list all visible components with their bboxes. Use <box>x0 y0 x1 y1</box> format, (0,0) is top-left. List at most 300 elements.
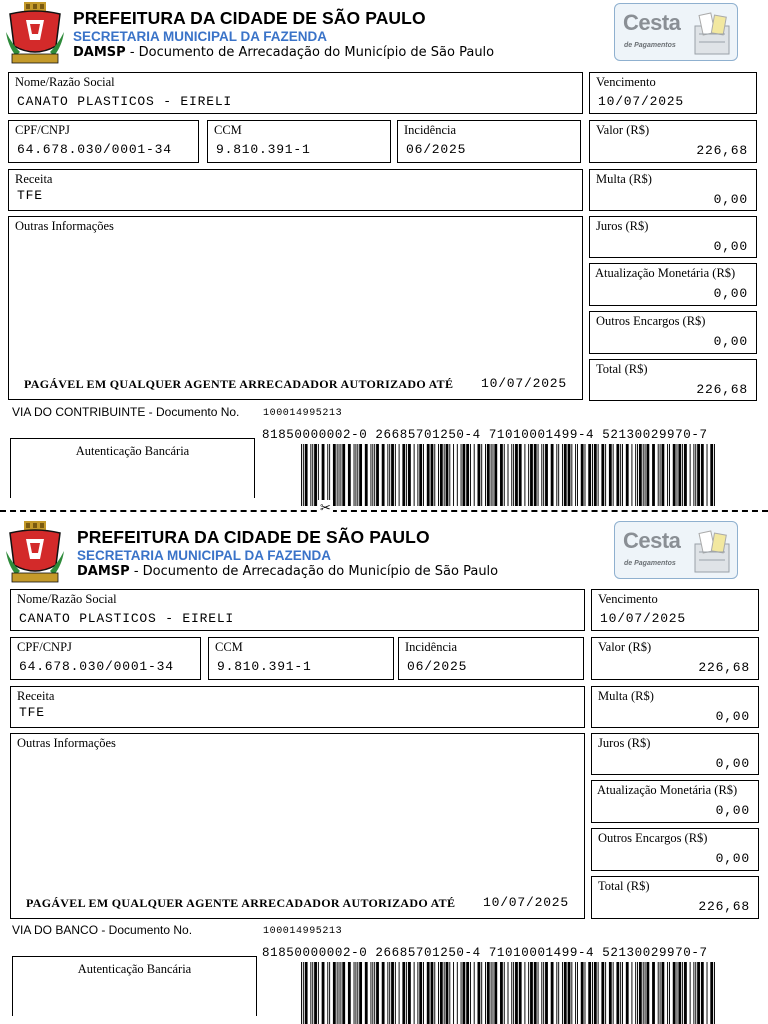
barcode-bar <box>303 962 304 1024</box>
via-label: VIA DO BANCO - Documento No. <box>12 923 193 937</box>
barcode-bar <box>639 962 642 1024</box>
barcode-bar <box>387 444 388 506</box>
barcode-bar <box>695 962 696 1024</box>
barcode-bar <box>645 962 646 1024</box>
barcode-bar <box>538 444 539 506</box>
barcode-bar <box>417 962 418 1024</box>
barcode-bar <box>500 962 503 1024</box>
barcode-bar <box>592 444 593 506</box>
total-field: Total (R$) 226,68 <box>591 876 759 919</box>
barcode-bar <box>374 444 375 506</box>
juros-field: Juros (R$) 0,00 <box>591 733 759 775</box>
barcode-bar <box>399 962 400 1024</box>
barcode-bar <box>538 962 539 1024</box>
barcode-bar <box>340 962 341 1024</box>
barcode-bar <box>635 444 636 506</box>
valor-field: Valor (R$) 226,68 <box>589 120 757 163</box>
barcode-bar <box>626 444 629 506</box>
receita-field: Receita TFE <box>8 169 583 211</box>
multa-field: Multa (R$) 0,00 <box>591 686 759 728</box>
barcode-bar <box>605 962 606 1024</box>
barcode-bar <box>693 962 694 1024</box>
barcode-bar <box>577 962 578 1024</box>
pagavel-date: 10/07/2025 <box>481 376 568 391</box>
barcode-bar <box>519 962 522 1024</box>
barcode-bar <box>477 444 480 506</box>
barcode-bar <box>605 444 606 506</box>
barcode-bar <box>508 962 509 1024</box>
barcode-bar <box>395 444 396 506</box>
ccm-field: CCM 9.810.391-1 <box>208 637 394 680</box>
incidencia-field: Incidência 06/2025 <box>397 120 581 163</box>
barcode-bar <box>391 444 394 506</box>
barcode-bar <box>598 444 599 506</box>
barcode-bar <box>301 962 302 1024</box>
outras-informacoes-field: Outras Informações PAGÁVEL EM QUALQUER AGENTE ARRECADADOR AUTORIZADO ATÉ 10/07/2025 <box>10 733 585 919</box>
barcode-bar <box>690 962 691 1024</box>
barcode-bar <box>684 444 687 506</box>
barcode-bar <box>534 444 537 506</box>
shopping-basket-icon <box>691 12 733 56</box>
barcode-bar <box>568 444 571 506</box>
barcode-bar <box>449 962 450 1024</box>
barcode-bar <box>305 962 308 1024</box>
barcode-bar <box>515 962 518 1024</box>
barcode-bar <box>594 444 597 506</box>
barcode-bar <box>519 444 522 506</box>
barcode-bar <box>457 962 458 1024</box>
barcode-bar <box>652 444 655 506</box>
barcode-bar <box>616 962 619 1024</box>
barcode-bar <box>423 444 424 506</box>
via-label: VIA DO CONTRIBUINTE - Documento No. <box>12 405 240 419</box>
barcode-bar <box>677 962 678 1024</box>
barcode-bar <box>434 444 435 506</box>
barcode-bar <box>318 444 319 506</box>
barcode-bar <box>690 444 691 506</box>
barcode-bar <box>446 962 449 1024</box>
barcode-bar <box>419 962 422 1024</box>
cpf-field: CPF/CNPJ 64.678.030/0001-34 <box>10 637 201 680</box>
barcode-bar <box>402 962 405 1024</box>
barcode-bar <box>414 962 415 1024</box>
autenticacao-bancaria-box: Autenticação Bancária <box>10 438 255 498</box>
atualizacao-monetaria-field: Atualização Monetária (R$) 0,00 <box>589 263 757 306</box>
barcode-bar <box>318 962 319 1024</box>
barcode-bar <box>530 962 533 1024</box>
barcode-bar <box>391 962 394 1024</box>
barcode-bar <box>678 962 681 1024</box>
barcode <box>301 962 715 1024</box>
barcode-bar <box>682 962 683 1024</box>
barcode-bar <box>359 962 362 1024</box>
barcode-bar <box>620 444 621 506</box>
coat-of-arms-icon <box>6 2 64 64</box>
page-title: PREFEITURA DA CIDADE DE SÃO PAULO <box>77 527 430 547</box>
barcode-bar <box>609 962 612 1024</box>
barcode-bar <box>543 962 544 1024</box>
barcode-bar <box>581 444 584 506</box>
barcode-bar <box>387 962 388 1024</box>
barcode-bar <box>613 962 614 1024</box>
barcode-bar <box>493 962 494 1024</box>
barcode-bar <box>707 962 708 1024</box>
barcode-bar <box>461 444 462 506</box>
barcode-bar <box>631 444 632 506</box>
barcode-bar <box>312 962 313 1024</box>
barcode-bar <box>585 444 586 506</box>
barcode-bar <box>645 444 646 506</box>
barcode-bar <box>556 962 557 1024</box>
outros-encargos-field: Outros Encargos (R$) 0,00 <box>589 311 757 354</box>
barcode-bar <box>327 444 328 506</box>
barcode <box>301 444 715 506</box>
barcode-bar <box>543 444 544 506</box>
barcode-bar <box>658 444 659 506</box>
barcode-bar <box>508 444 509 506</box>
barcode-bar <box>354 962 355 1024</box>
barcode-bar <box>658 962 659 1024</box>
barcode-bar <box>457 444 458 506</box>
barcode-bar <box>402 444 405 506</box>
barcode-bar <box>427 444 430 506</box>
barcode-bar <box>635 962 636 1024</box>
barcode-bar <box>511 962 512 1024</box>
barcode-bar <box>485 444 486 506</box>
pagavel-date: 10/07/2025 <box>483 895 570 910</box>
slip-via-banco <box>0 517 768 1024</box>
barcode-bar <box>365 444 368 506</box>
barcode-bar <box>370 444 371 506</box>
linha-digitavel: 81850000002-0 26685701250-4 71010001499-4 52130029970-7 <box>262 428 708 442</box>
barcode-bar <box>414 444 415 506</box>
barcode-bar <box>382 444 385 506</box>
barcode-bar <box>564 444 567 506</box>
barcode-bar <box>449 444 450 506</box>
barcode-bar <box>652 962 655 1024</box>
barcode-bar <box>333 962 336 1024</box>
barcode-bar <box>551 444 554 506</box>
barcode-bar <box>408 962 411 1024</box>
barcode-bar <box>571 962 572 1024</box>
barcode-bar <box>340 444 341 506</box>
barcode-bar <box>477 962 480 1024</box>
barcode-bar <box>462 962 465 1024</box>
barcode-bar <box>322 962 325 1024</box>
slip-via-contribuinte <box>0 0 768 510</box>
barcode-bar <box>588 444 591 506</box>
barcode-bar <box>312 444 313 506</box>
barcode-bar <box>643 444 644 506</box>
barcode-bar <box>365 962 368 1024</box>
barcode-bar <box>541 444 542 506</box>
barcode-bar <box>481 444 482 506</box>
barcode-bar <box>661 444 664 506</box>
barcode-bar <box>348 962 351 1024</box>
barcode-bar <box>314 444 317 506</box>
barcode-bar <box>551 962 554 1024</box>
barcode-bar <box>588 962 591 1024</box>
barcode-bar <box>513 962 514 1024</box>
barcode-bar <box>348 444 351 506</box>
barcode-bar <box>667 444 668 506</box>
document-number: 100014995213 <box>263 408 343 419</box>
barcode-bar <box>504 962 505 1024</box>
barcode-bar <box>568 962 571 1024</box>
total-field: Total (R$) 226,68 <box>589 359 757 401</box>
barcode-bar <box>622 962 623 1024</box>
barcode-bar <box>577 444 578 506</box>
barcode-bar <box>470 444 471 506</box>
barcode-bar <box>639 444 642 506</box>
barcode-bar <box>462 444 465 506</box>
barcode-bar <box>440 962 443 1024</box>
page-title: PREFEITURA DA CIDADE DE SÃO PAULO <box>73 8 426 28</box>
barcode-bar <box>701 962 704 1024</box>
juros-field: Juros (R$) 0,00 <box>589 216 757 258</box>
barcode-bar <box>374 962 375 1024</box>
barcode-bar <box>434 962 435 1024</box>
barcode-bar <box>594 962 597 1024</box>
barcode-bar <box>575 962 576 1024</box>
coat-of-arms-icon <box>6 521 64 583</box>
cesta-de-pagamentos-logo: Cesta de Pagamentos <box>614 521 738 579</box>
barcode-bar <box>354 444 355 506</box>
barcode-bar <box>322 444 325 506</box>
barcode-bar <box>372 962 373 1024</box>
barcode-bar <box>558 962 559 1024</box>
barcode-bar <box>310 444 311 506</box>
barcode-bar <box>337 444 338 506</box>
barcode-bar <box>485 962 486 1024</box>
vencimento-field: Vencimento 10/07/2025 <box>591 589 759 631</box>
barcode-bar <box>438 444 439 506</box>
barcode-bar <box>357 962 358 1024</box>
barcode-bar <box>678 444 681 506</box>
barcode-bar <box>622 444 623 506</box>
barcode-bar <box>637 444 638 506</box>
barcode-bar <box>461 962 462 1024</box>
barcode-bar <box>585 962 586 1024</box>
autenticacao-bancaria-box: Autenticação Bancária <box>12 956 257 1016</box>
barcode-bar <box>406 444 407 506</box>
barcode-bar <box>661 962 664 1024</box>
barcode-bar <box>453 444 454 506</box>
barcode-bar <box>494 962 497 1024</box>
document-description: DAMSP - Documento de Arrecadação do Município de São Paulo <box>77 564 499 579</box>
barcode-bar <box>301 444 302 506</box>
barcode-bar <box>524 962 525 1024</box>
barcode-bar <box>710 444 713 506</box>
barcode-bar <box>481 962 482 1024</box>
barcode-bar <box>528 444 529 506</box>
barcode-bar <box>660 444 661 506</box>
barcode-bar <box>370 962 371 1024</box>
barcode-bar <box>601 444 604 506</box>
nome-field: Nome/Razão Social CANATO PLASTICOS - EIRELI <box>10 589 585 631</box>
barcode-bar <box>669 962 670 1024</box>
secretaria-subtitle: SECRETARIA MUNICIPAL DA FAZENDA <box>77 548 332 563</box>
ccm-field: CCM 9.810.391-1 <box>207 120 391 163</box>
outros-encargos-field: Outros Encargos (R$) 0,00 <box>591 828 759 871</box>
barcode-bar <box>310 962 311 1024</box>
barcode-bar <box>701 444 704 506</box>
barcode-bar <box>337 962 338 1024</box>
barcode-bar <box>399 444 400 506</box>
barcode-bar <box>571 444 572 506</box>
barcode-bar <box>500 444 503 506</box>
barcode-bar <box>562 444 563 506</box>
barcode-bar <box>562 962 563 1024</box>
cesta-de-pagamentos-logo: Cesta de Pagamentos <box>614 3 738 61</box>
barcode-bar <box>598 962 599 1024</box>
barcode-bar <box>487 444 490 506</box>
barcode-bar <box>613 444 614 506</box>
barcode-bar <box>395 962 396 1024</box>
cut-line <box>0 510 768 512</box>
barcode-bar <box>470 962 471 1024</box>
barcode-bar <box>601 962 604 1024</box>
barcode-bar <box>609 444 612 506</box>
barcode-bar <box>444 962 445 1024</box>
scissors-icon: ✂ <box>320 500 331 515</box>
barcode-bar <box>710 962 713 1024</box>
barcode-bar <box>534 962 537 1024</box>
barcode-bar <box>466 962 469 1024</box>
barcode-bar <box>669 444 670 506</box>
barcode-bar <box>637 962 638 1024</box>
barcode-bar <box>528 962 529 1024</box>
barcode-bar <box>673 444 676 506</box>
barcode-bar <box>494 444 497 506</box>
barcode-bar <box>684 962 687 1024</box>
barcode-bar <box>643 962 644 1024</box>
barcode-bar <box>714 444 715 506</box>
barcode-bar <box>697 962 700 1024</box>
barcode-bar <box>376 444 379 506</box>
barcode-bar <box>376 962 379 1024</box>
nome-field: Nome/Razão Social CANATO PLASTICOS - EIRELI <box>8 72 583 114</box>
barcode-bar <box>327 962 328 1024</box>
barcode-bar <box>491 962 492 1024</box>
shopping-basket-icon <box>691 530 733 574</box>
barcode-bar <box>446 444 449 506</box>
barcode-bar <box>564 962 567 1024</box>
barcode-bar <box>660 962 661 1024</box>
document-number: 100014995213 <box>263 926 343 937</box>
barcode-bar <box>339 962 340 1024</box>
outras-informacoes-field: Outras Informações PAGÁVEL EM QUALQUER AGENTE ARRECADADOR AUTORIZADO ATÉ 10/07/2025 <box>8 216 583 400</box>
pagavel-notice: PAGÁVEL EM QUALQUER AGENTE ARRECADADOR AUTORIZADO ATÉ <box>26 896 456 910</box>
barcode-bar <box>545 962 548 1024</box>
barcode-bar <box>697 444 700 506</box>
barcode-bar <box>423 962 424 1024</box>
secretaria-subtitle: SECRETARIA MUNICIPAL DA FAZENDA <box>73 29 328 44</box>
barcode-bar <box>556 444 557 506</box>
barcode-bar <box>389 962 390 1024</box>
barcode-bar <box>695 444 696 506</box>
barcode-bar <box>406 962 407 1024</box>
barcode-bar <box>581 962 584 1024</box>
barcode-bar <box>493 444 494 506</box>
barcode-bar <box>511 444 512 506</box>
barcode-bar <box>631 962 632 1024</box>
barcode-bar <box>431 444 434 506</box>
barcode-bar <box>329 962 330 1024</box>
barcode-bar <box>646 444 649 506</box>
barcode-bar <box>682 444 683 506</box>
barcode-bar <box>515 444 518 506</box>
barcode-bar <box>314 962 317 1024</box>
barcode-bar <box>474 444 475 506</box>
barcode-bar <box>714 962 715 1024</box>
barcode-bar <box>305 444 308 506</box>
barcode-bar <box>419 444 422 506</box>
barcode-bar <box>466 444 469 506</box>
barcode-bar <box>524 444 525 506</box>
barcode-bar <box>545 444 548 506</box>
barcode-bar <box>592 962 593 1024</box>
barcode-bar <box>357 444 358 506</box>
multa-field: Multa (R$) 0,00 <box>589 169 757 211</box>
barcode-bar <box>342 444 345 506</box>
barcode-bar <box>646 962 649 1024</box>
barcode-bar <box>530 444 533 506</box>
barcode-bar <box>382 962 385 1024</box>
barcode-bar <box>513 444 514 506</box>
barcode-bar <box>342 962 345 1024</box>
barcode-bar <box>474 962 475 1024</box>
barcode-bar <box>417 444 418 506</box>
pagavel-notice: PAGÁVEL EM QUALQUER AGENTE ARRECADADOR AUTORIZADO ATÉ <box>24 377 454 391</box>
barcode-bar <box>372 444 373 506</box>
barcode-bar <box>427 962 430 1024</box>
barcode-bar <box>707 444 708 506</box>
barcode-bar <box>408 444 411 506</box>
barcode-bar <box>303 444 304 506</box>
receita-field: Receita TFE <box>10 686 585 728</box>
incidencia-field: Incidência 06/2025 <box>398 637 584 680</box>
barcode-bar <box>491 444 492 506</box>
barcode-bar <box>693 444 694 506</box>
barcode-bar <box>453 962 454 1024</box>
barcode-bar <box>575 444 576 506</box>
barcode-bar <box>431 962 434 1024</box>
barcode-bar <box>355 444 356 506</box>
barcode-bar <box>389 444 390 506</box>
valor-field: Valor (R$) 226,68 <box>591 637 759 680</box>
barcode-bar <box>444 444 445 506</box>
barcode-bar <box>673 962 676 1024</box>
barcode-bar <box>616 444 619 506</box>
barcode-bar <box>438 962 439 1024</box>
barcode-bar <box>558 444 559 506</box>
barcode-bar <box>487 962 490 1024</box>
barcode-bar <box>339 444 340 506</box>
barcode-bar <box>667 962 668 1024</box>
barcode-bar <box>333 444 336 506</box>
barcode-bar <box>541 962 542 1024</box>
barcode-bar <box>440 444 443 506</box>
barcode-bar <box>504 444 505 506</box>
document-description: DAMSP - Documento de Arrecadação do Município de São Paulo <box>73 45 495 60</box>
barcode-bar <box>355 962 356 1024</box>
barcode-bar <box>359 444 362 506</box>
barcode-bar <box>626 962 629 1024</box>
linha-digitavel: 81850000002-0 26685701250-4 71010001499-4 52130029970-7 <box>262 946 708 960</box>
vencimento-field: Vencimento 10/07/2025 <box>589 72 757 114</box>
barcode-bar <box>677 444 678 506</box>
